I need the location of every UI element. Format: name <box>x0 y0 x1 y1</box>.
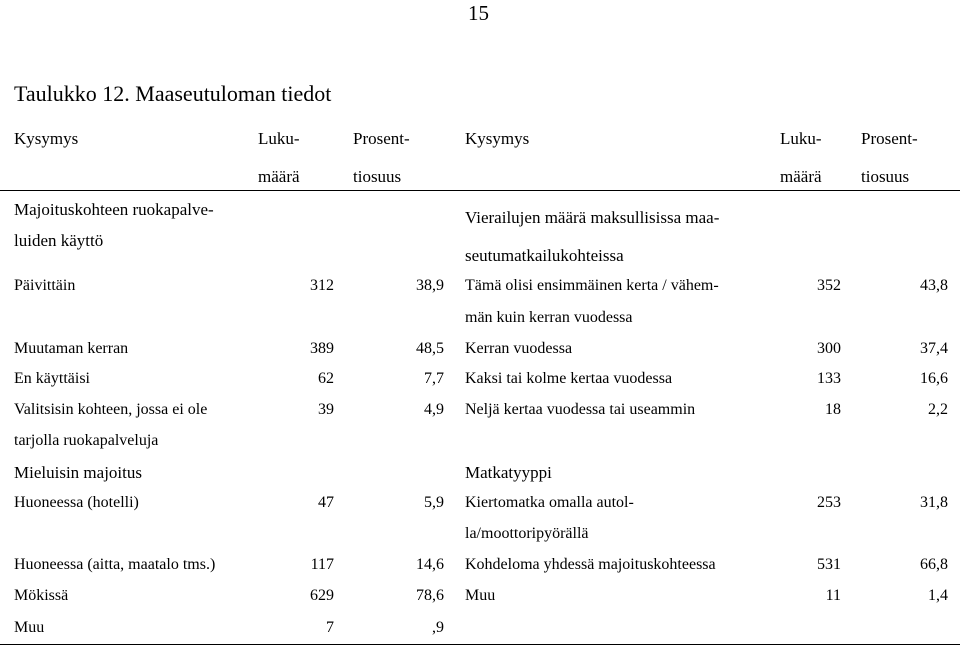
row-percent: 14,6 <box>416 556 444 573</box>
row-count: 300 <box>817 340 841 357</box>
row-label: Kaksi tai kolme kertaa vuodessa <box>465 370 673 387</box>
header-question-right: Kysymys <box>465 129 530 148</box>
row-count: 389 <box>310 340 334 357</box>
section-heading-right-1: Vierailujen määrä maksullisissa maa- <box>465 208 720 227</box>
row-count: 629 <box>310 587 334 604</box>
row-percent: 48,5 <box>416 340 444 357</box>
row-percent: 43,8 <box>920 277 948 294</box>
row-label: En käyttäisi <box>14 370 90 387</box>
table-title: Taulukko 12. Maaseutuloman tiedot <box>14 81 332 106</box>
row-label: Huoneessa (hotelli) <box>14 494 139 511</box>
section-heading-left-2: Mieluisin majoitus <box>14 463 142 482</box>
row-percent: 1,4 <box>928 587 948 604</box>
header-percent-right-2: tiosuus <box>861 167 910 186</box>
row-label: Valitsisin kohteen, jossa ei ole <box>14 401 208 418</box>
row-label: Mökissä <box>14 587 69 604</box>
row-label: Kiertomatka omalla autol- <box>465 494 634 511</box>
row-count: 117 <box>310 556 334 573</box>
row-percent: 5,9 <box>424 494 444 511</box>
row-label: Kohdeloma yhdessä majoituskohteessa <box>465 556 716 573</box>
row-count: 18 <box>825 401 841 418</box>
row-label: Huoneessa (aitta, maatalo tms.) <box>14 556 216 573</box>
row-percent: 37,4 <box>920 340 948 357</box>
row-label: Neljä kertaa vuodessa tai useammin <box>465 401 696 418</box>
row-percent: 7,7 <box>424 370 444 387</box>
row-label: Muu <box>465 587 496 604</box>
row-label: Muu <box>14 619 45 636</box>
row-percent: 38,9 <box>416 277 444 294</box>
row-percent: 66,8 <box>920 556 948 573</box>
header-count-left-1: Luku- <box>258 129 300 148</box>
row-percent: 31,8 <box>920 494 948 511</box>
row-percent: ,9 <box>432 619 444 636</box>
row-label-continued: la/moottoripyörällä <box>465 525 589 542</box>
section-heading-right-1b: seutumatkailukohteissa <box>465 246 624 265</box>
row-label: Kerran vuodessa <box>465 340 573 357</box>
row-count: 7 <box>326 619 334 636</box>
row-percent: 16,6 <box>920 370 948 387</box>
section-heading-right-2: Matkatyyppi <box>465 463 552 482</box>
header-count-left-2: määrä <box>258 167 300 186</box>
row-label-continued: tarjolla ruokapalveluja <box>14 432 159 449</box>
header-percent-left-2: tiosuus <box>353 167 402 186</box>
row-count: 11 <box>825 587 841 604</box>
row-count: 312 <box>310 277 334 294</box>
header-percent-right-1: Prosent- <box>861 129 918 148</box>
row-label-continued: män kuin kerran vuodessa <box>465 309 633 326</box>
header-question-left: Kysymys <box>14 129 79 148</box>
row-count: 253 <box>817 494 841 511</box>
row-label: Muutaman kerran <box>14 340 129 357</box>
row-count: 39 <box>318 401 334 418</box>
row-count: 62 <box>318 370 334 387</box>
header-rule <box>0 190 960 191</box>
section-heading-left-1b: luiden käyttö <box>14 231 104 250</box>
row-count: 133 <box>817 370 841 387</box>
header-count-right-1: Luku- <box>780 129 822 148</box>
table-bottom-rule <box>0 644 960 645</box>
header-percent-left-1: Prosent- <box>353 129 410 148</box>
row-percent: 78,6 <box>416 587 444 604</box>
row-label: Päivittäin <box>14 277 76 294</box>
page-number: 15 <box>468 1 489 25</box>
row-count: 531 <box>817 556 841 573</box>
row-percent: 2,2 <box>928 401 948 418</box>
header-count-right-2: määrä <box>780 167 822 186</box>
row-label: Tämä olisi ensimmäinen kerta / vähem- <box>465 277 719 294</box>
row-count: 47 <box>318 494 334 511</box>
row-count: 352 <box>817 277 841 294</box>
section-heading-left-1: Majoituskohteen ruokapalve- <box>14 200 214 219</box>
row-percent: 4,9 <box>424 401 444 418</box>
